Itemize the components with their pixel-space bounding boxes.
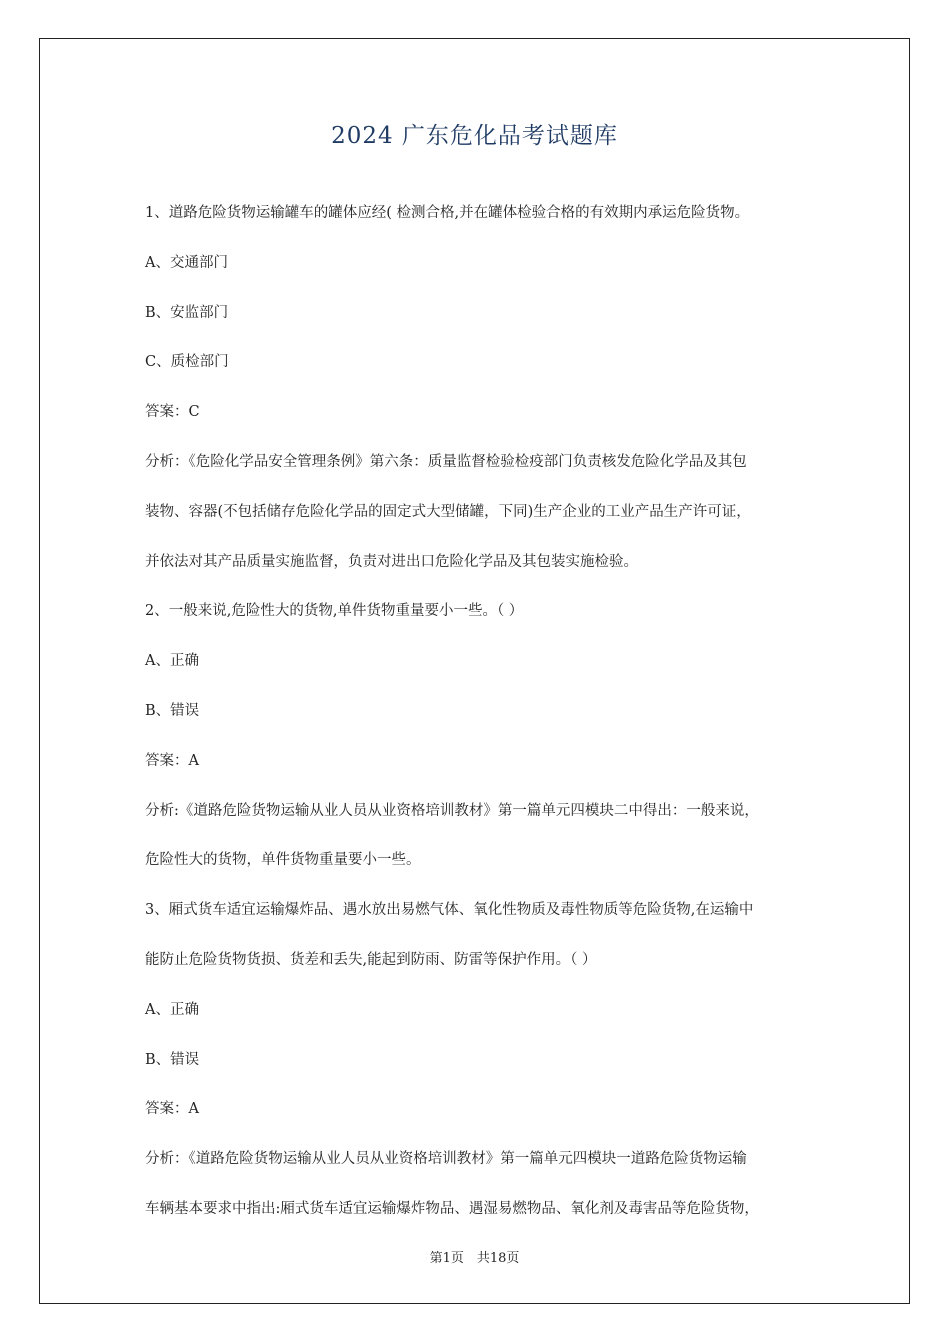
question-3-option-b: B、错误 — [145, 1052, 200, 1068]
question-2-answer: 答案：A — [145, 753, 199, 769]
page-footer: 第1页 共18页 — [429, 1251, 520, 1266]
question-3-text-line-1: 3、厢式货车适宜运输爆炸品、遇水放出易燃气体、氧化性物质及毒性物质等危险货物,在运输中 — [145, 902, 754, 918]
question-1-analysis-line-3: 并依法对其产品质量实施监督，负责对进出口危险化学品及其包装实施检验。 — [145, 554, 638, 570]
question-1-option-b: B、安监部门 — [145, 305, 229, 321]
question-2-analysis-line-2: 危险性大的货物，单件货物重量要小一些。 — [145, 852, 421, 868]
document-page — [39, 38, 910, 1304]
question-3-text-line-2: 能防止危险货物货损、货差和丢失,能起到防雨、防雷等保护作用。（ ） — [145, 952, 597, 968]
document-title: 2024 广东危化品考试题库 — [331, 123, 618, 149]
question-1-analysis-line-2: 装物、容器(不包括储存危险化学品的固定式大型储罐，下同)生产企业的工业产品生产许可证， — [145, 504, 751, 520]
question-3-analysis-line-2: 车辆基本要求中指出:厢式货车适宜运输爆炸物品、遇湿易燃物品、氧化剂及毒害品等危险货物， — [145, 1201, 759, 1217]
question-1-answer: 答案：C — [145, 404, 200, 420]
question-3-option-a: A、正确 — [145, 1002, 199, 1018]
question-2-option-a: A、正确 — [145, 653, 199, 669]
question-3-answer: 答案：A — [145, 1101, 199, 1117]
question-1-option-c: C、质检部门 — [145, 354, 229, 370]
question-1-text: 1、道路危险货物运输罐车的罐体应经( 检测合格,并在罐体检验合格的有效期内承运危险货物。 — [145, 205, 750, 221]
question-2-option-b: B、错误 — [145, 703, 200, 719]
question-1-analysis-line-1: 分析：《危险化学品安全管理条例》第六条：质量监督检验检疫部门负责核发危险化学品及其包 — [145, 454, 747, 470]
question-2-text: 2、一般来说,危险性大的货物,单件货物重量要小一些。（ ） — [145, 603, 524, 619]
question-1-option-a: A、交通部门 — [145, 255, 228, 271]
question-2-analysis-line-1: 分析:《道路危险货物运输从业人员从业资格培训教材》第一篇单元四模块二中得出：一般来说， — [145, 803, 759, 819]
question-3-analysis-line-1: 分析：《道路危险货物运输从业人员从业资格培训教材》第一篇单元四模块一道路危险货物运输 — [145, 1151, 747, 1167]
